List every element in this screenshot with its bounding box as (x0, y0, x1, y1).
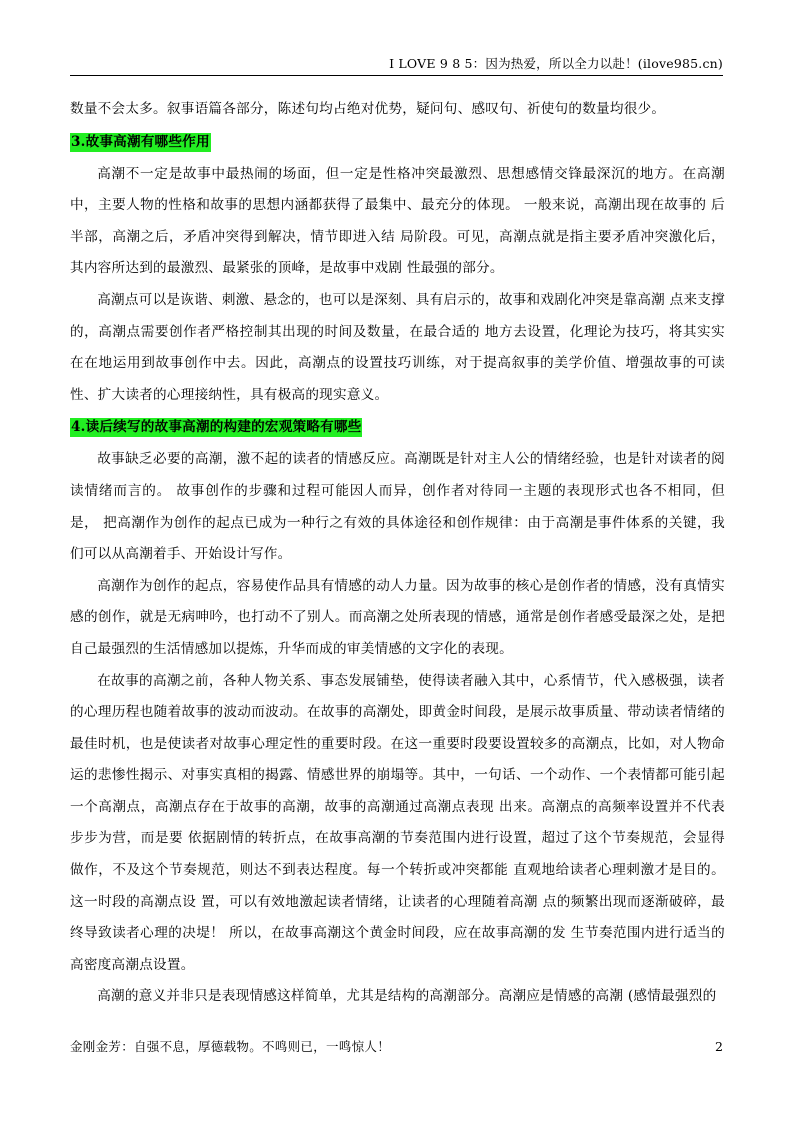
section-heading-4-text: 4.读后续写的故事高潮的构建的宏观策略有哪些 (71, 419, 362, 436)
footer-motto: 金刚金芳：自强不息，厚德载物。不鸣则已，一鸣惊人！ (70, 1039, 391, 1054)
header-divider (70, 75, 723, 76)
section-heading-3-text: 3.故事高潮有哪些作用 (71, 133, 210, 150)
section-heading-4 (70, 411, 725, 444)
header-text: I LOVE 9 8 5：因为热爱，所以全力以赴！(ilove985.cn) (389, 56, 723, 71)
paragraph-climax-types: 高潮点可以是诙谐、刺激、悬念的，也可以是深刻、具有启示的，故事和戏剧化冲突是靠高潮 点来支撑的，高潮点需要创作者严格控制其出现的时间及数量，在最合适的 地方去设置，化理论为技巧，将其实实在在地运用到故事创作中去。因此，高潮点的设置技巧训练，对于提高叙事的美学价值、增强故事的可读性、扩大读者的心理接纳性，具有极高的现实意义。 (70, 291, 725, 403)
paragraph-lack-of-climax: 故事缺乏必要的高潮，激不起的读者的情感反应。高潮既是针对主人公的情绪经验，也是针对读者的阅读情绪而言的。 故事创作的步骤和过程可能因人而异，创作者对待同一主题的表现形式也各不相同，但是， 把高潮作为创作的起点已成为一种行之有效的具体途径和创作规律：由于高潮是事件体系的关键，我们可以从高潮着手、开始设计写作。 (70, 451, 725, 563)
paragraph-climax-as-start: 高潮作为创作的起点，容易使作品具有情感的动人力量。因为故事的核心是创作者的情感，没有真情实感的创作，就是无病呻吟，也打动不了别人。而高潮之处所表现的情感，通常是创作者感受最深之处，是把自己最强烈的生活情感加以提炼，升华而成的审美情感的文字化的表现。 (70, 577, 725, 657)
document-body (70, 94, 725, 1013)
page-number: 2 (715, 1039, 723, 1054)
paragraph-continuation: 数量不会太多。叙事语篇各部分，陈述句均占绝对优势，疑问句、感叹句、祈使句的数量均很少。 (70, 101, 666, 117)
paragraph-climax-meaning: 高潮的意义并非只是表现情感这样简单，尤其是结构的高潮部分。高潮应是情感的高潮 (感情最强烈的 (97, 988, 717, 1005)
paragraph-climax-definition: 高潮不一定是故事中最热闹的场面，但一定是性格冲突最激烈、思想感情交锋最深沉的地方。在高潮中，主要人物的性格和故事的思想内涵都获得了最集中、最充分的体现。 一般来说，高潮出现在故事的 后半部，高潮之后，矛盾冲突得到解决，情节即进入结 局阶段。可见，高潮点就是指主要矛盾冲突激化后，其内容所达到的最激烈、最紧张的顶峰，是故事中戏剧 性最强的部分。 (70, 165, 725, 277)
page-header (70, 54, 723, 74)
section-heading-3 (70, 126, 725, 159)
paragraph-before-climax: 在故事的高潮之前，各种人物关系、事态发展铺垫，使得读者融入其中，心系情节，代入感极强，读者的心理历程也随着故事的波动而波动。在故事的高潮处，即黄金时间段，是展示故事质量、带动读者情绪的最佳时机，也是使读者对故事心理定性的重要时段。在这一重要时段要设置较多的高潮点，比如，对人物命运的悲惨性揭示、对事实真相的揭露、情感世界的崩塌等。其中，一句话、一个动作、一个表情都可能引起一个高潮点，高潮点存在于故事的高潮，故事的高潮通过高潮点表现 出来。高潮点的高频率设置并不代表步步为营，而是要 依据剧情的转折点，在故事高潮的节奏范围内进行设置，超过了这个节奏规范，会显得做作，不及这个节奏规范，则达不到表达程度。每一个转折或冲突都能 直观地给读者心理刺激才是目的。这一时段的高潮点设 置，可以有效地激起读者情绪，让读者的心理随着高潮 点的频繁出现而逐渐破碎，最终导致读者心理的决堤！ 所以，在故事高潮这个黄金时间段，应在故事高潮的发 生节奏范围内进行适当的高密度高潮点设置。 (70, 672, 725, 973)
